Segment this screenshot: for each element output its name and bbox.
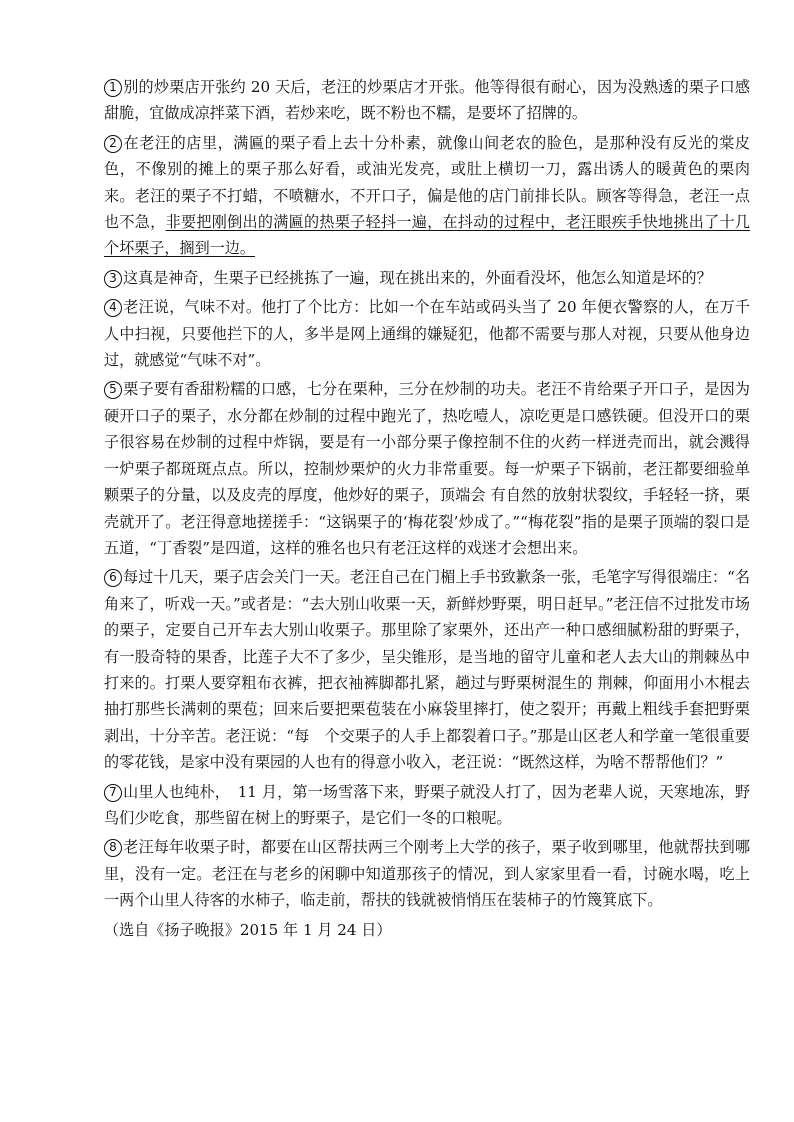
paragraph-text: 老汪每年收栗子时，都要在山区帮扶两三个刚考上大学的孩子，栗子收到哪里，他就帮扶到哪里，没有一定。老汪在与老乡的闲聊中知道那孩子的情况，到人家家里看一看，讨碗水喝，吃上一两个山里人待客的水柿子，临走前，帮扶的钱就被悄悄压在装柿子的竹篾箕底下。 xyxy=(104,838,750,910)
underlined-sentence: 非要把刚倒出的满匾的热栗子轻抖一遍，在抖动的过程中，老汪眼疾手快地挑出了十几个坏栗子，搁到一边。 xyxy=(104,213,750,258)
paragraph-8 xyxy=(104,834,750,913)
paragraph-1 xyxy=(104,74,750,127)
article xyxy=(104,74,750,943)
paragraph-text: 在老汪的店里，满匾的栗子看上去十分朴素，就像山间老农的脸色，是那种没有反光的棠皮色，不像别的摊上的栗子那么好看，或油光发亮，或肚上横切一刀，露出诱人的暖黄色的栗肉来。老汪的栗子不打蜡，不喷糖水，不开口子，偏是他的店门前排长队。顾客等得急，老汪一点也不急， xyxy=(104,133,750,232)
paragraph-5 xyxy=(104,376,750,561)
paragraph-text: 这真是神奇，生栗子已经挑拣了一遍，现在挑出来的，外面看没坏，他怎么知道是坏的？ xyxy=(123,268,712,287)
paragraph-text: 别的炒栗店开张约 20 天后，老汪的炒栗店才开张。他等得很有耐心，因为没熟透的栗子口感甜脆，宜做成凉拌菜下酒，若炒来吃，既不粉也不糯，是要坏了招牌的。 xyxy=(104,78,750,123)
paragraph-number: 5 xyxy=(104,381,122,399)
paragraph-number: 2 xyxy=(104,135,122,153)
paragraph-7 xyxy=(104,779,750,832)
paragraph-number: 3 xyxy=(104,270,122,288)
paragraph-number: 1 xyxy=(104,79,122,97)
source-citation: （选自《扬子晚报》2015 年 1 月 24 日） xyxy=(104,920,392,939)
paragraph-2 xyxy=(104,130,750,262)
paragraph-3 xyxy=(104,265,750,291)
paragraph-text: 栗子要有香甜粉糯的口感，七分在栗种，三分在炒制的功夫。老汪不肯给栗子开口子，是因为硬开口子的栗子，水分都在炒制的过程中跑光了，热吃噎人，凉吃更是口感铁硬。但没开口的栗子很容易在炒制的过程中炸锅，要是有一小部分栗子像控制不住的火药一样迸壳而出，就会溅得一炉栗子都斑斑点点。所以，控制炒栗炉的火力非常重要。每一炉栗子下锅前，老汪都要细验单颗栗子的分量，以及皮壳的厚度，他炒好的栗子，顶端会 有自然的放射状裂纹，手轻轻一挤，栗壳就开了。老汪得意地搓搓手：“这锅栗子的‘梅花裂’炒成了。”“梅花裂”指的是栗子顶端的裂口是五道，“丁香裂”是四道，这样的雅名也只有老汪这样的戏迷才会想出来。 xyxy=(104,380,750,557)
paragraph-number: 4 xyxy=(104,299,122,317)
paragraph-number: 6 xyxy=(104,569,122,587)
paragraph-text: 每过十几天，栗子店会关门一天。老汪自己在门楣上手书致歉条一张，毛笔字写得很端庄：“名角来了，听戏一天。”或者是：“去大别山收栗一天，新鲜炒野栗，明日赶早。”老汪信不过批发市场的栗子，定要自己开车去大别山收栗子。那里除了家栗外，还出产一种口感细腻粉甜的野栗子，有一股奇特的果香，比莲子大不了多少，呈尖锥形，是当地的留守儿童和老人去大山的荆棘丛中打来的。打栗人要穿粗布衣裤，把衣袖裤脚都扎紧，趟过与野栗树混生的 荆棘，仰面用小木棍去抽打那些长满刺的栗苞；回来后要把栗苞装在小麻袋里摔打，使之裂开；再戴上粗线手套把野栗剥出，十分辛苦。老汪说：“每 个交栗子的人手上都裂着口子。”那是山区老人和学童一笔很重要的零花钱，是家中没有栗园的人也有的得意小收入，老汪说：“既然这样，为啥不帮帮他们？” xyxy=(104,568,750,772)
paragraph-6 xyxy=(104,564,750,775)
paragraph-text: 山里人也纯朴， 11 月，第一场雪落下来，野栗子就没人打了，因为老辈人说，天寒地冻，野鸟们少吃食，那些留在树上的野栗子，是它们一冬的口粮呢。 xyxy=(104,782,750,827)
paragraph-4 xyxy=(104,294,750,373)
paragraph-number: 8 xyxy=(104,839,122,857)
paragraph-number: 7 xyxy=(104,784,122,802)
paragraph-text: 老汪说，气味不对。他打了个比方：比如一个在车站或码头当了 20 年便衣警察的人，在万千人中扫视，只要他拦下的人，多半是网上通缉的嫌疑犯，他都不需要与那人对视，只要从他身边过，就感觉“气味不对”。 xyxy=(104,298,750,370)
